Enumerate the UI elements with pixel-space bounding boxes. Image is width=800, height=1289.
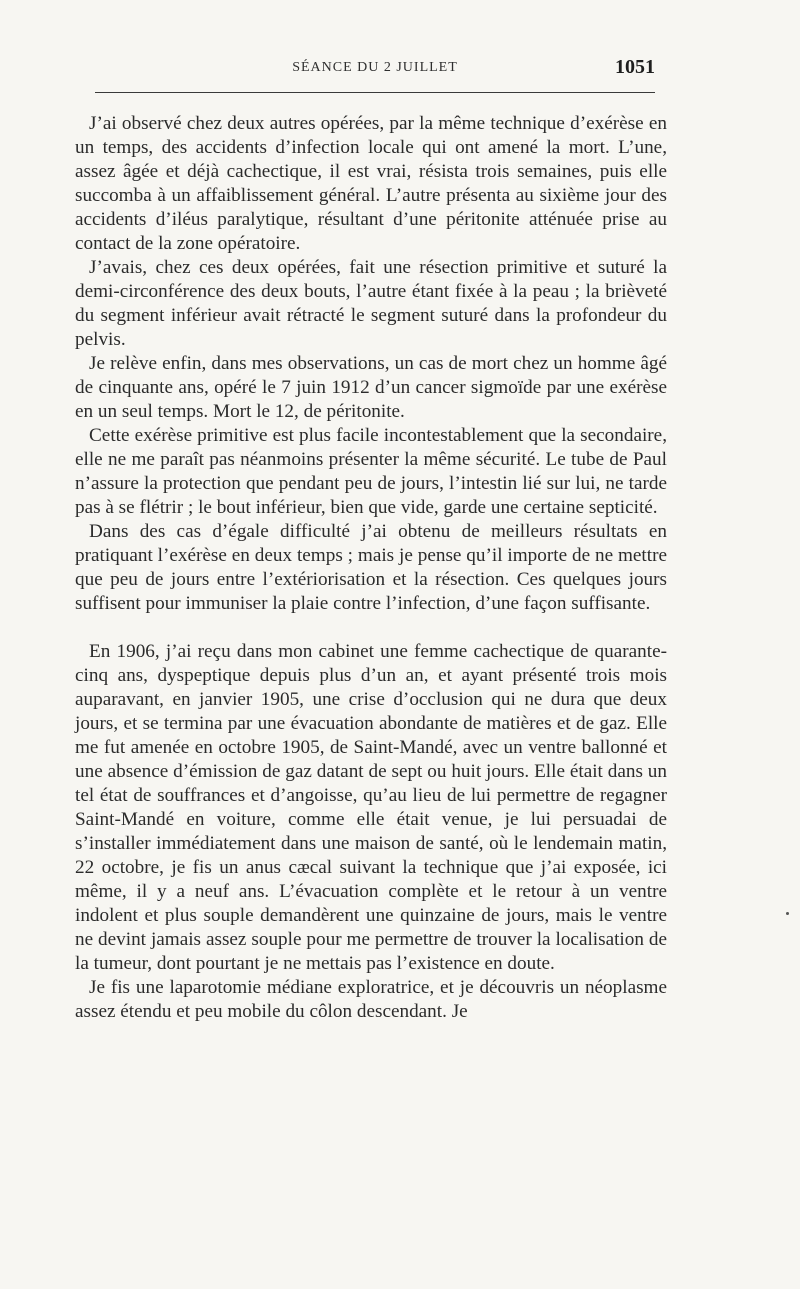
paragraph-1: J’ai observé chez deux autres opérées, par la même technique d’exérèse en un temps, des accidents d’infection locale qui ont amené la mort. L’une, assez âgée et déjà cachectique, il est vrai, résista trois semaines, puis elle succomba à un affaiblissement général. L’autre présenta au sixième jour des accidents d’iléus paralytique, résultant d’une péritonite atténuée prise au contact de la zone opératoire. [75, 113, 667, 254]
header-rule [95, 92, 655, 93]
running-title: SÉANCE DU 2 JUILLET [292, 60, 458, 75]
body-text [75, 112, 667, 1024]
paragraph-4: Cette exérèse primitive est plus facile incontestablement que la secondaire, elle ne me paraît pas néanmoins présenter la même sécurité. Le tube de Paul n’assure la protection que pendant peu de jours, l’intestin lié sur lui, ne tarde pas à se flétrir ; le bout inférieur, bien que vide, garde une certaine septicité. [75, 425, 667, 518]
paragraph-7: Je fis une laparotomie médiane exploratrice, et je découvris un néoplasme assez étendu et peu mobile du côlon descendant. Je [75, 977, 667, 1022]
paragraph-5: Dans des cas d’égale difficulté j’ai obtenu de meilleurs résultats en pratiquant l’exérèse en deux temps ; mais je pense qu’il importe de ne mettre que peu de jours entre l’extériorisation et la résection. Ces quelques jours suffisent pour immuniser la plaie contre l’infection, d’une façon suffisante. [75, 521, 667, 614]
paragraph-3: Je relève enfin, dans mes observations, un cas de mort chez un homme âgé de cinquante ans, opéré le 7 juin 1912 d’un cancer sigmoïde par une exérèse en un seul temps. Mort le 12, de péritonite. [75, 353, 667, 422]
paragraph-2: J’avais, chez ces deux opérées, fait une résection primitive et suturé la demi-circonférence des deux bouts, l’autre étant fixée à la peau ; la brièveté du segment inférieur avait rétracté le segment suturé dans la profondeur du pelvis. [75, 257, 667, 350]
paragraph-6: En 1906, j’ai reçu dans mon cabinet une femme cachectique de quarante-cinq ans, dyspeptique depuis plus d’un an, et ayant présenté trois mois auparavant, en janvier 1905, une crise d’occlusion qui ne dura que deux jours, et se termina par une évacuation abondante de matières et de gaz. Elle me fut amenée en octobre 1905, de Saint-Mandé, avec un ventre ballonné et une absence d’émission de gaz datant de sept ou huit jours. Elle était dans un tel état de souffrances et d’angoisse, qu’au lieu de lui permettre de regagner Saint-Mandé en voiture, comme elle était venue, je lui persuadai de s’installer immédiatement dans une maison de santé, où le lendemain matin, 22 octobre, je fis un anus cæcal suivant la technique que j’ai exposée, ici même, il y a neuf ans. L’évacuation complète et le retour à un ventre indolent et plus souple demandèrent une quinzaine de jours, mais le ventre ne devint jamais assez souple pour me permettre de trouver la localisation de la tumeur, dont pourtant je ne mettais pas l’existence en doute. [75, 641, 667, 974]
print-speck [786, 912, 789, 915]
page-number: 1051 [615, 56, 655, 78]
running-head [95, 56, 655, 80]
